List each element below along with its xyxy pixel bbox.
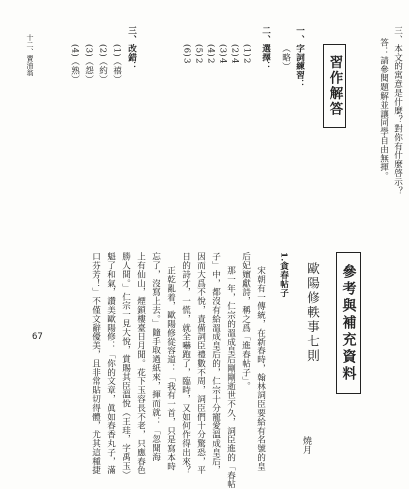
body-column-11: 魁了和氣，讚美歐陽修：「你的文章，眞如春香丸子，滿 [105,252,116,475]
item2-answer-2-label: (2) [229,44,240,58]
q3-question: 三、本文的寓意是什麼？對你有什麼啓示？ [392,26,403,196]
section-1-label: 1.貪春帖子 [278,252,289,298]
item3-answer-4: (4)（熟） [69,44,80,84]
body-column-3: 那一年，仁宗的溫成皇后剛剛逝世不久，詞臣進的「春帖 [225,266,236,489]
exercise-answers-title: 習作解答 [323,44,346,128]
item2-answer-5-label: (5) [193,44,204,58]
body-column-1: 宋朝有一傳統，在新春時，翰林詞臣要給有名號的皇 [255,266,266,471]
author-name: 燒月 [301,436,311,455]
item3-answer-2: (2)（約） [97,44,108,84]
item2-answer-1-value: 2 [241,58,252,64]
article-body [60,252,270,489]
body-column-5: 因而大爲不悅，責備詞臣禮數不周，詞臣們十分驚恐，平 [195,252,206,475]
page-number: 67 [32,332,43,342]
item1-answer: （略） [280,44,291,71]
item2-answer-3-value: 4 [217,58,228,64]
item2-answer-2-value: 4 [229,58,240,64]
body-column-7: 正乾亂着，歐陽修從容道：「我有一首，只是寫本時 [165,266,176,471]
article-title: 歐陽修軼事七則 [305,262,321,364]
body-column-4: 子」中，都沒有給溫成皇后的，仁宗十分寵愛溫成皇后， [210,252,221,475]
item2-answer-3-label: (3) [217,44,228,58]
body-column-6: 日的詩才，一慌，就全嚇跑了，臨時，又如何作得出來？ [180,252,191,475]
item3-answer-3: (3)（怨） [83,44,94,84]
item2-answer-6-value: 3 [181,58,192,64]
body-column-12: 口芬芳！」不僅文辭優美，且非常貼切得體，尤其這種捷 [90,252,101,475]
item2-answer-6-label: (6) [181,44,192,58]
item2-answer-4-value: 2 [205,58,216,64]
q3-answer: 答：請參閱題解並讓同學自由無揮。 [378,38,389,181]
item1-heading: 一、字詞練習： [294,26,305,89]
body-column-9: 上有仙山，煙鎖樓臺日月閒。花下玉容長不老，只應春色 [135,252,146,475]
item2-answer-1-label: (1) [241,44,252,58]
item2-answer-5-value: 2 [193,58,204,64]
body-column-8: 忘了，沒寫上去。」隨手取過紙來，揮而就：「忽聞海 [150,252,161,462]
body-column-10: 勝人間。」仁宗一見大悅，賞賜其臣溫悅（王珪，字禹玉） [120,252,131,480]
body-column-2: 后妃嬪獻詩，稱之爲「進春帖子」。 [240,252,251,391]
item3-answer-row [60,44,120,124]
reference-section-title: 參考與補充資料 [336,252,361,394]
item3-answer-1: (1)（禧） [111,44,122,84]
item2-answer-4-label: (4) [205,44,216,58]
page-footer: 十二、賣油翁 [26,34,34,76]
item3-heading: 三、改錯： [126,26,137,71]
item2-heading: 二、選擇： [260,26,271,71]
item2-answer-row [180,44,250,124]
